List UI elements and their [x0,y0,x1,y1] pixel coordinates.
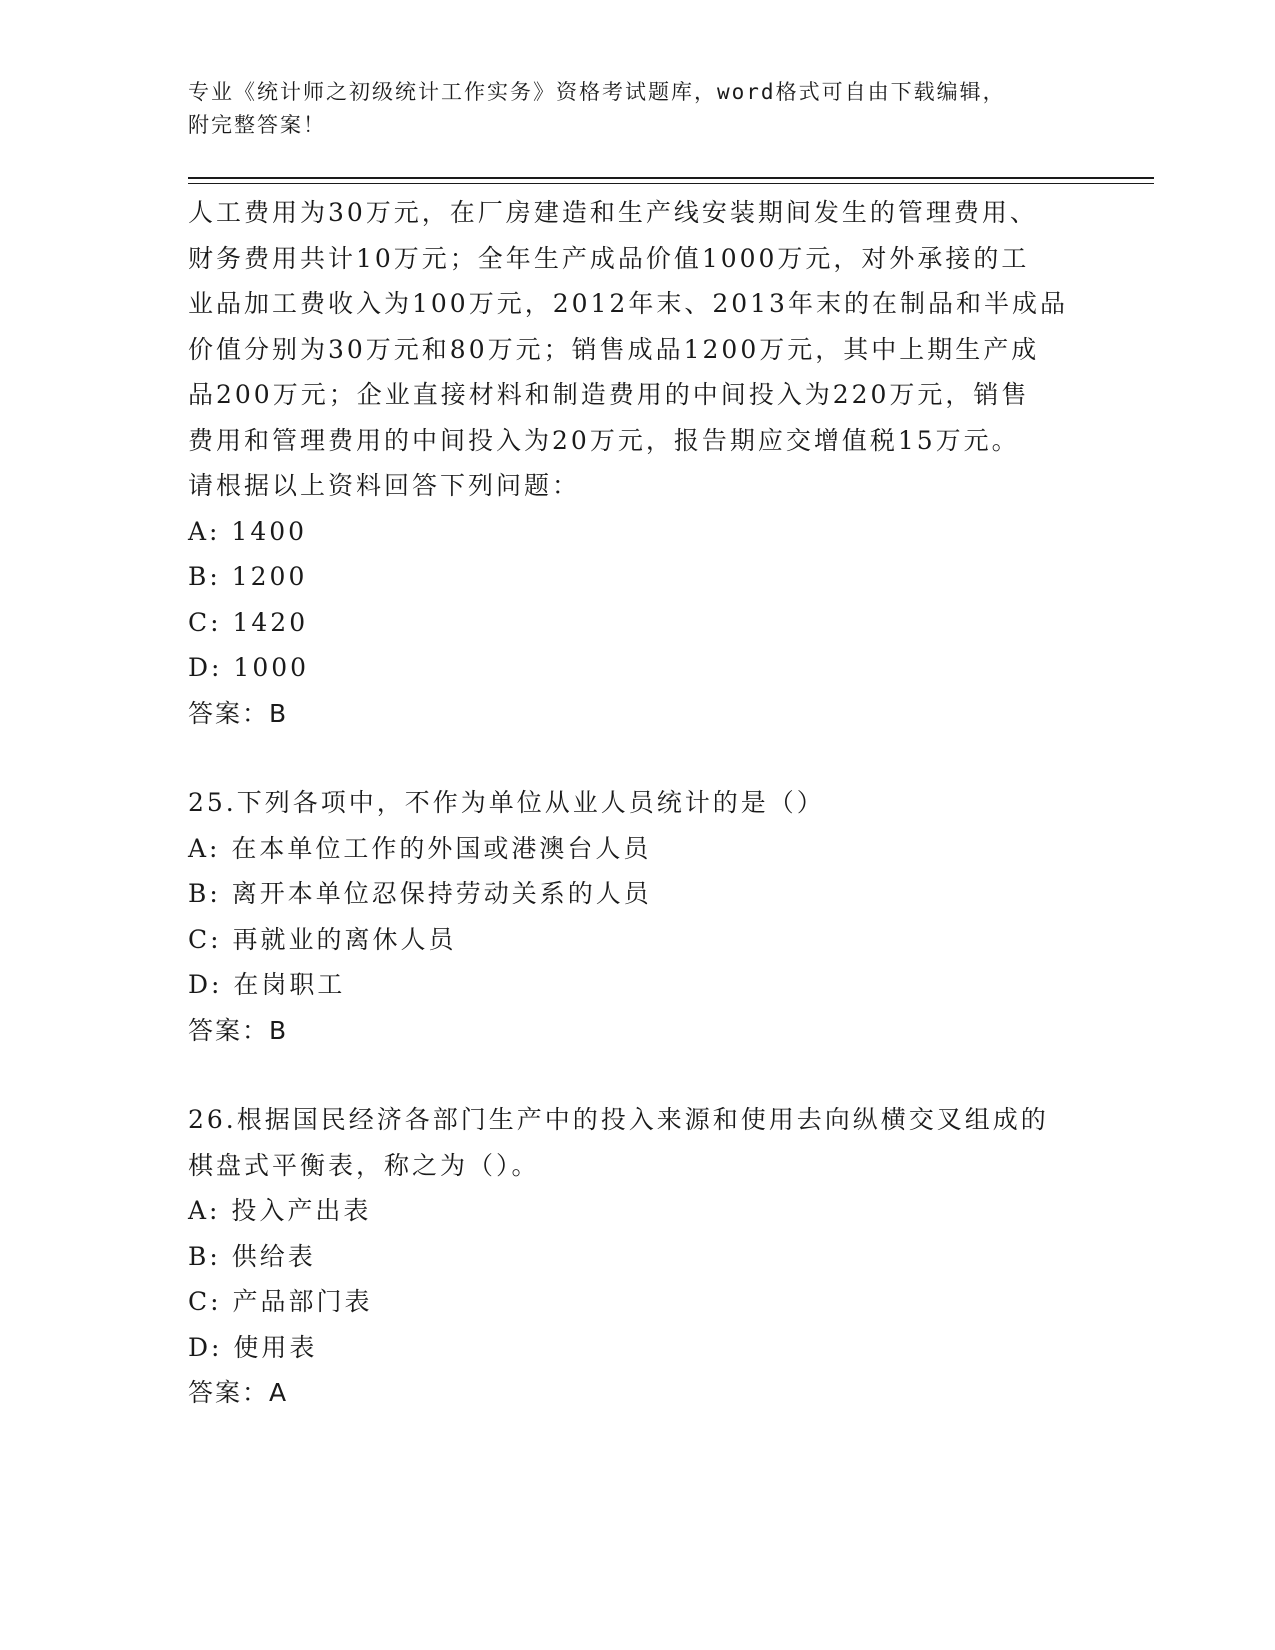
question-stem-line: 品200万元；企业直接材料和制造费用的中间投入为220万元，销售 [188,380,1030,409]
option-b: B: 1200 [188,562,308,591]
option-d: D: 使用表 [188,1332,318,1362]
question-stem-line: 请根据以上资料回答下列问题： [188,471,581,500]
question-content [188,190,1088,1416]
header-line-1: 专业《统计师之初级统计工作实务》资格考试题库，word格式可自由下载编辑， [188,80,1006,104]
option-a: A: 在本单位工作的外国或港澳台人员 [188,833,652,863]
header-divider [188,177,1154,184]
header-line-2: 附完整答案！ [188,113,326,137]
answer-label: 答案：B [188,1015,289,1045]
question-stem-line: 财务费用共计10万元；全年生产成品价值1000万元，对外承接的工 [188,243,1030,273]
option-c: C: 1420 [188,607,309,637]
question-stem-line: 棋盘式平衡表，称之为（）。 [188,1150,540,1180]
option-b: B: 离开本单位忍保持劳动关系的人员 [188,879,652,908]
question-stem-line: 业品加工费收入为100万元，2012年末、2013年末的在制品和半成品 [188,289,1068,318]
question-24 [188,190,1088,736]
answer-label: 答案：A [188,1378,289,1407]
question-stem-line: 价值分别为30万元和80万元；销售成品1200万元，其中上期生产成 [188,334,1040,364]
spacer [188,1053,1088,1097]
option-d: D: 在岗职工 [188,970,346,999]
question-25 [188,780,1088,1053]
option-a: A: 1400 [188,516,308,546]
question-stem-line: 26.根据国民经济各部门生产中的投入来源和使用去向纵横交叉组成的 [188,1105,1049,1134]
option-c: C: 产品部门表 [188,1287,373,1316]
answer-label: 答案：B [188,698,289,728]
question-26 [188,1097,1088,1416]
question-stem-line: 费用和管理费用的中间投入为20万元，报告期应交增值税15万元。 [188,425,1020,455]
option-a: A: 投入产出表 [188,1196,372,1225]
question-stem-line: 人工费用为30万元，在厂房建造和生产线安装期间发生的管理费用、 [188,198,1038,227]
option-b: B: 供给表 [188,1241,316,1271]
page-header [188,76,1088,142]
option-d: D: 1000 [188,653,310,682]
option-c: C: 再就业的离休人员 [188,924,457,954]
spacer [188,736,1088,780]
question-stem-line: 25.下列各项中，不作为单位从业人员统计的是（） [188,788,825,817]
